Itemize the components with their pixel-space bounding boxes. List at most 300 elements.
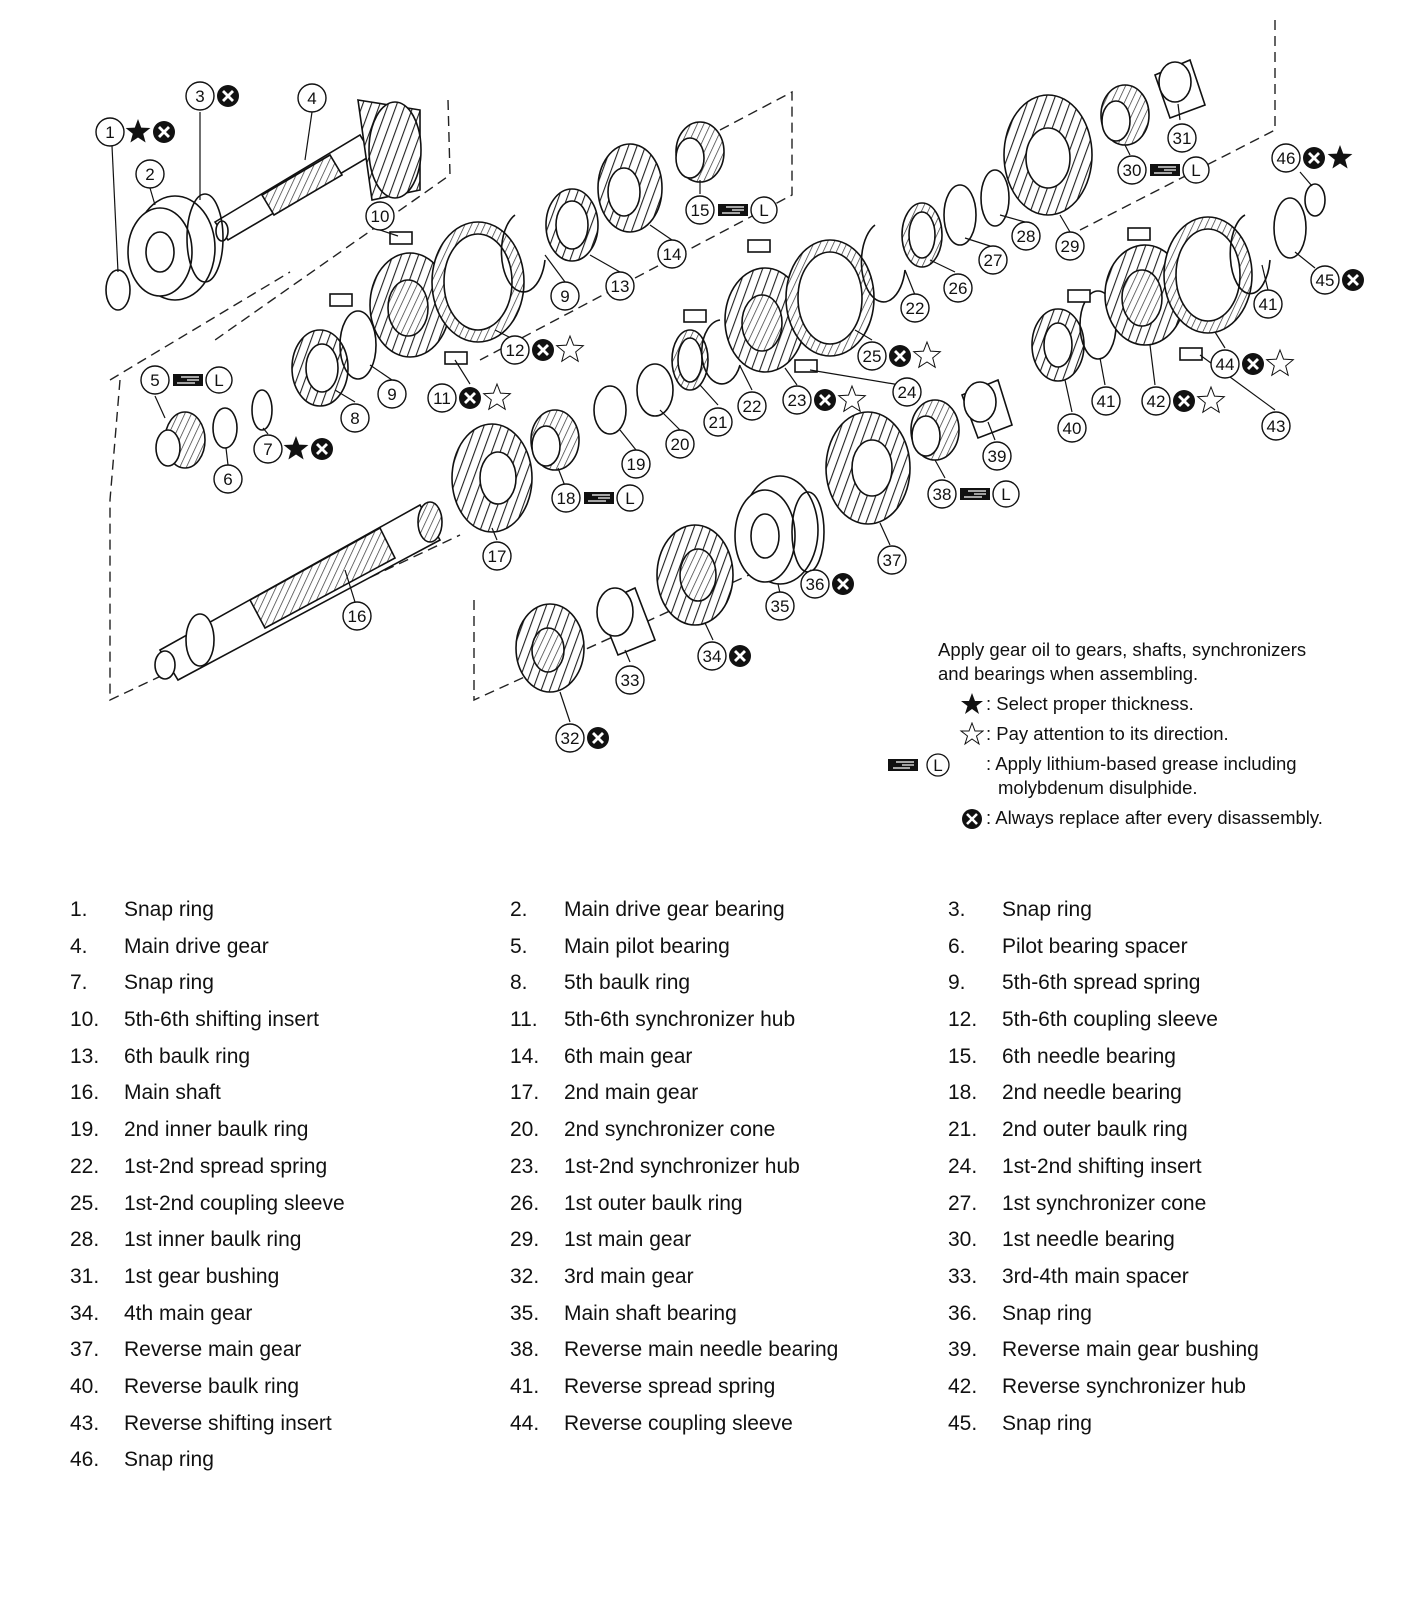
- part-name: 1st gear bushing: [124, 1264, 280, 1288]
- part-number: 30.: [948, 1228, 978, 1252]
- part-item: [948, 1375, 1246, 1399]
- part-name: 3rd-4th main spacer: [1002, 1264, 1189, 1288]
- callout-number: 30: [1122, 161, 1142, 180]
- callout-number: 28: [1016, 227, 1036, 246]
- callout-number: 31: [1172, 129, 1192, 148]
- callout-30: [1118, 156, 1209, 184]
- grease-icon: [173, 367, 232, 393]
- callout-46: [1272, 144, 1352, 172]
- part-number: 17.: [510, 1081, 540, 1105]
- part-name: Main pilot bearing: [564, 934, 730, 958]
- callout-number: 42: [1146, 392, 1166, 411]
- replace-icon: [1242, 353, 1264, 375]
- callout-number: 6: [223, 470, 233, 489]
- replace-icon: [217, 85, 239, 107]
- callout-5: [141, 366, 232, 394]
- part-item: [70, 1228, 301, 1252]
- part-number: 26.: [510, 1191, 540, 1215]
- callout-number: 41: [1096, 392, 1116, 411]
- part-item: [510, 1008, 795, 1032]
- part-number: 36.: [948, 1301, 978, 1325]
- callout-number: 19: [626, 455, 646, 474]
- part-number: 22.: [70, 1154, 100, 1178]
- callout-number: 11: [433, 389, 451, 408]
- callout-45: [1311, 266, 1364, 294]
- callout-number: 38: [932, 485, 952, 504]
- first-main-gear-group: [1004, 95, 1092, 215]
- legend-grease-text-line1: : Apply lithium-based grease including: [986, 753, 1297, 774]
- callout-number: 18: [556, 489, 576, 508]
- part-number: 43.: [70, 1411, 100, 1435]
- parts-row: [70, 1375, 1390, 1412]
- part-item: [948, 1192, 1206, 1216]
- part-number: 33.: [948, 1264, 978, 1288]
- part-item: [948, 1228, 1175, 1252]
- callout-number: 5: [150, 371, 160, 390]
- legend-row-replace: [888, 806, 1358, 830]
- part-name: 1st main gear: [564, 1228, 692, 1252]
- fifth-baulk-ring-group: [292, 311, 376, 406]
- svg-text:L: L: [1191, 161, 1201, 180]
- callout-number: 10: [370, 207, 390, 226]
- callout-number: 46: [1276, 149, 1296, 168]
- replace-icon: [532, 339, 554, 361]
- callout-number: 17: [487, 547, 507, 566]
- part-item: [510, 1412, 793, 1436]
- part-item: [70, 935, 269, 959]
- part-number: 11.: [510, 1008, 538, 1032]
- callout-number: 44: [1215, 355, 1235, 374]
- part-number: 8.: [510, 971, 528, 995]
- callout-36: [801, 570, 854, 598]
- callout-number: 20: [670, 435, 690, 454]
- outline-star-icon: [839, 386, 866, 411]
- part-item: [70, 1265, 279, 1289]
- svg-text:L: L: [933, 756, 943, 775]
- callout-10: [366, 202, 394, 230]
- replace-icon: [459, 387, 481, 409]
- callout-number: 15: [690, 201, 710, 220]
- part-number: 45.: [948, 1411, 978, 1435]
- callout-17: [483, 542, 511, 570]
- part-item: [70, 1155, 327, 1179]
- part-name: Main drive gear: [124, 934, 269, 958]
- part-name: 3rd main gear: [564, 1264, 694, 1288]
- part-item: [70, 1045, 250, 1069]
- callout-number: 32: [560, 729, 580, 748]
- part-number: 19.: [70, 1118, 100, 1142]
- diagram-legend: [888, 638, 1358, 830]
- pilot-bearing-group: [156, 390, 272, 468]
- part-number: 40.: [70, 1374, 100, 1398]
- outline-star-icon: [484, 384, 511, 409]
- part-name: 1st synchronizer cone: [1002, 1191, 1207, 1215]
- legend-row-outline-star: [888, 722, 1358, 746]
- part-name: Reverse main gear: [124, 1338, 302, 1362]
- outline-star-icon: [1198, 387, 1225, 412]
- part-item: [70, 1302, 252, 1326]
- part-number: 31.: [70, 1264, 100, 1288]
- callout-number: 34: [702, 647, 722, 666]
- parts-row: [70, 1228, 1390, 1265]
- part-name: 5th-6th coupling sleeve: [1002, 1008, 1218, 1032]
- parts-row: [70, 1081, 1390, 1118]
- second-needle-bearing-group: [531, 410, 579, 470]
- parts-row: [70, 1045, 1390, 1082]
- part-number: 35.: [510, 1301, 540, 1325]
- svg-text:L: L: [214, 371, 224, 390]
- part-name: 1st inner baulk ring: [124, 1228, 302, 1252]
- part-number: 29.: [510, 1228, 540, 1252]
- outline-star-icon: [888, 722, 984, 748]
- callout-6: [214, 465, 242, 493]
- part-item: [70, 1081, 221, 1105]
- first-gear-bushing-part: [1155, 60, 1205, 118]
- part-name: Reverse spread spring: [564, 1374, 776, 1398]
- part-name: Pilot bearing spacer: [1002, 934, 1188, 958]
- part-item: [510, 1118, 775, 1142]
- part-name: 5th baulk ring: [564, 971, 691, 995]
- part-number: 15.: [948, 1044, 978, 1068]
- replace-icon: [889, 345, 911, 367]
- part-number: 37.: [70, 1338, 100, 1362]
- callout-number: 8: [350, 409, 360, 428]
- callout-22: [901, 294, 929, 322]
- callout-20: [666, 430, 694, 458]
- callout-19: [622, 450, 650, 478]
- callout-35: [766, 592, 794, 620]
- part-item: [70, 1192, 345, 1216]
- part-item: [948, 1045, 1176, 1069]
- replace-icon: [153, 121, 175, 143]
- part-name: Reverse main gear bushing: [1002, 1338, 1259, 1362]
- part-item: [70, 971, 214, 995]
- part-number: 16.: [70, 1081, 100, 1105]
- parts-row: [70, 898, 1390, 935]
- part-item: [948, 1412, 1092, 1436]
- part-name: 6th main gear: [564, 1044, 693, 1068]
- callout-14: [658, 240, 686, 268]
- parts-row: [70, 1008, 1390, 1045]
- callout-11: [428, 384, 510, 412]
- part-item: [70, 1412, 332, 1436]
- part-item: [510, 1338, 838, 1362]
- replace-icon: [1173, 390, 1195, 412]
- replace-icon: [832, 573, 854, 595]
- part-item: [510, 1375, 775, 1399]
- callout-number: 13: [610, 277, 630, 296]
- callout-23: [783, 386, 865, 414]
- legend-grease-text-line2: molybdenum disulphide.: [998, 777, 1198, 798]
- callout-16: [343, 602, 371, 630]
- callout-number: 1: [105, 123, 115, 142]
- callout-number: 45: [1315, 271, 1335, 290]
- part-name: 1st outer baulk ring: [564, 1191, 743, 1215]
- part-number: 7.: [70, 971, 88, 995]
- part-name: Snap ring: [124, 971, 214, 995]
- part-number: 39.: [948, 1338, 978, 1362]
- part-name: 2nd needle bearing: [1002, 1081, 1182, 1105]
- callout-42: [1142, 387, 1224, 415]
- part-number: 2.: [510, 898, 528, 921]
- callout-number: 7: [263, 440, 273, 459]
- filled-star-icon: [1328, 145, 1353, 169]
- part-item: [510, 935, 730, 959]
- part-number: 34.: [70, 1301, 100, 1325]
- part-name: Snap ring: [1002, 898, 1092, 921]
- grease-icon: [718, 197, 777, 223]
- part-item: [948, 935, 1188, 959]
- callout-3: [186, 82, 239, 110]
- part-item: [510, 1265, 694, 1289]
- callout-number: 9: [560, 287, 570, 306]
- parts-row: [70, 935, 1390, 972]
- callout-22: [738, 392, 766, 420]
- callout-9: [378, 380, 406, 408]
- part-item: [510, 971, 690, 995]
- callout-9: [551, 282, 579, 310]
- legend-row-grease: [888, 752, 1358, 800]
- legend-note-line1: Apply gear oil to gears, shafts, synchronizers: [938, 639, 1307, 660]
- replace-icon: [1303, 147, 1325, 169]
- replace-icon: [311, 438, 333, 460]
- part-item: [948, 1118, 1188, 1142]
- parts-list: [70, 898, 1390, 1485]
- callout-number: 23: [787, 391, 807, 410]
- svg-text:L: L: [1001, 485, 1011, 504]
- part-item: [70, 1375, 299, 1399]
- callout-number: 2: [145, 165, 155, 184]
- callout-44: [1211, 350, 1293, 378]
- filled-star-icon: [126, 119, 151, 143]
- callout-number: 3: [195, 87, 205, 106]
- part-name: Main drive gear bearing: [564, 898, 785, 921]
- callout-13: [606, 272, 634, 300]
- callout-number: 29: [1060, 237, 1080, 256]
- part-item: [948, 1081, 1182, 1105]
- snap-ring-1-part: [106, 270, 130, 310]
- legend-note-line2: and bearings when assembling.: [938, 663, 1199, 684]
- svg-text:L: L: [759, 201, 769, 220]
- part-number: 44.: [510, 1411, 540, 1435]
- callout-number: 37: [882, 551, 902, 570]
- part-number: 42.: [948, 1374, 978, 1398]
- part-number: 20.: [510, 1118, 540, 1142]
- callout-32: [556, 724, 609, 752]
- part-name: Reverse baulk ring: [124, 1374, 300, 1398]
- part-name: 5th-6th synchronizer hub: [564, 1008, 796, 1032]
- main-shaft-part: [155, 502, 442, 680]
- part-item: [510, 1045, 692, 1069]
- part-name: 1st-2nd coupling sleeve: [124, 1191, 345, 1215]
- sixth-baulk-ring-group: [546, 189, 598, 261]
- callout-7: [254, 435, 333, 463]
- part-item: [510, 1081, 698, 1105]
- part-number: 12.: [948, 1008, 978, 1032]
- callout-number: 25: [862, 347, 882, 366]
- main-drive-gear-bearing-part: [128, 196, 215, 300]
- parts-row: [70, 1192, 1390, 1229]
- part-name: Snap ring: [124, 1448, 214, 1472]
- replace-icon: [729, 645, 751, 667]
- legend-row-star: [888, 692, 1358, 716]
- part-item: [948, 1265, 1189, 1289]
- part-number: 38.: [510, 1338, 540, 1362]
- part-item: [70, 1338, 301, 1362]
- part-name: 1st needle bearing: [1002, 1228, 1175, 1252]
- callout-33: [616, 666, 644, 694]
- callout-41: [1092, 387, 1120, 415]
- parts-row: [70, 1118, 1390, 1155]
- grease-icon: [960, 481, 1019, 507]
- part-number: 32.: [510, 1264, 540, 1288]
- fifth-sixth-sleeve-group: [432, 222, 524, 342]
- part-number: 14.: [510, 1044, 540, 1068]
- main-shaft-bearing-group: [735, 476, 824, 584]
- callout-43: [1262, 412, 1290, 440]
- callout-number: 16: [347, 607, 367, 626]
- callout-18: [552, 484, 643, 512]
- part-number: 28.: [70, 1228, 100, 1252]
- part-number: 21.: [948, 1118, 978, 1142]
- part-item: [70, 1448, 214, 1472]
- part-name: 2nd synchronizer cone: [564, 1118, 776, 1142]
- callout-number: 24: [897, 383, 917, 402]
- part-number: 4.: [70, 934, 88, 958]
- part-item: [70, 898, 214, 922]
- callout-number: 41: [1258, 295, 1278, 314]
- parts-row: [70, 1338, 1390, 1375]
- part-name: Snap ring: [124, 898, 214, 921]
- callout-number: 43: [1266, 417, 1286, 436]
- svg-text:L: L: [625, 489, 635, 508]
- callout-25: [858, 342, 940, 370]
- part-number: 24.: [948, 1154, 978, 1178]
- part-item: [948, 1338, 1259, 1362]
- part-item: [70, 1118, 308, 1142]
- part-number: 18.: [948, 1081, 978, 1105]
- part-number: 1.: [70, 898, 88, 921]
- callout-number: 26: [948, 279, 968, 298]
- callout-number: 9: [387, 385, 397, 404]
- part-item: [70, 1008, 319, 1032]
- callout-number: 27: [983, 251, 1003, 270]
- part-number: 13.: [70, 1044, 100, 1068]
- callout-number: 35: [770, 597, 790, 616]
- callout-number: 4: [307, 89, 317, 108]
- callout-number: 14: [662, 245, 682, 264]
- part-name: 1st-2nd shifting insert: [1002, 1154, 1202, 1178]
- part-item: [948, 1155, 1202, 1179]
- part-item: [510, 1192, 743, 1216]
- callout-number: 22: [742, 397, 762, 416]
- part-name: Main shaft: [124, 1081, 221, 1105]
- part-name: Main shaft bearing: [564, 1301, 737, 1325]
- part-name: 1st-2nd spread spring: [124, 1154, 328, 1178]
- part-name: Reverse synchronizer hub: [1002, 1374, 1246, 1398]
- callout-40: [1058, 414, 1086, 442]
- part-number: 6.: [948, 934, 966, 958]
- part-item: [510, 898, 785, 922]
- callout-27: [979, 246, 1007, 274]
- legend-replace-text: : Always replace after every disassembly.: [986, 807, 1323, 828]
- callout-number: 40: [1062, 419, 1082, 438]
- outline-star-icon: [914, 342, 941, 367]
- part-name: Reverse coupling sleeve: [564, 1411, 793, 1435]
- part-name: 5th-6th shifting insert: [124, 1008, 319, 1032]
- filled-star-icon: [284, 436, 309, 460]
- callout-26: [944, 274, 972, 302]
- parts-row: [70, 1412, 1390, 1449]
- callout-number: 33: [620, 671, 640, 690]
- callout-number: 39: [987, 447, 1007, 466]
- callout-number: 21: [708, 413, 728, 432]
- part-number: 41.: [510, 1374, 540, 1398]
- parts-row: [70, 1265, 1390, 1302]
- part-name: 5th-6th spread spring: [1002, 971, 1201, 995]
- grease-icon: [888, 752, 984, 778]
- part-item: [948, 1008, 1218, 1032]
- callout-37: [878, 546, 906, 574]
- filled-star-icon: [888, 692, 984, 718]
- part-name: Snap ring: [1002, 1411, 1092, 1435]
- part-name: 2nd outer baulk ring: [1002, 1118, 1188, 1142]
- replace-icon: [888, 806, 984, 832]
- legend-star-text: : Select proper thickness.: [986, 693, 1194, 714]
- part-number: 9.: [948, 971, 966, 995]
- part-item: [948, 1302, 1092, 1326]
- grease-icon: [584, 485, 643, 511]
- part-number: 46.: [70, 1448, 100, 1472]
- part-item: [510, 1155, 800, 1179]
- callout-21: [704, 408, 732, 436]
- part-name: 4th main gear: [124, 1301, 253, 1325]
- part-name: Reverse main needle bearing: [564, 1338, 839, 1362]
- part-item: [510, 1302, 737, 1326]
- part-name: Reverse shifting insert: [124, 1411, 332, 1435]
- callout-15: [686, 196, 777, 224]
- callout-28: [1012, 222, 1040, 250]
- callout-34: [698, 642, 751, 670]
- part-number: 23.: [510, 1154, 540, 1178]
- callout-number: 22: [905, 299, 925, 318]
- callout-24: [893, 378, 921, 406]
- parts-row: [70, 1302, 1390, 1339]
- callout-38: [928, 480, 1019, 508]
- part-name: 6th baulk ring: [124, 1044, 251, 1068]
- part-number: 3.: [948, 898, 966, 921]
- callout-4: [298, 84, 326, 112]
- callout-12: [501, 336, 583, 364]
- part-name: 1st-2nd synchronizer hub: [564, 1154, 800, 1178]
- replace-icon: [587, 727, 609, 749]
- sixth-needle-bearing-group: [676, 122, 724, 182]
- replace-icon: [1342, 269, 1364, 291]
- sixth-main-gear-group: [598, 144, 662, 232]
- part-number: 27.: [948, 1191, 978, 1215]
- parts-row: [70, 1155, 1390, 1192]
- part-item: [948, 898, 1092, 922]
- outline-star-icon: [1267, 350, 1294, 375]
- outline-star-icon: [557, 336, 584, 361]
- parts-row: [70, 1448, 1390, 1485]
- part-number: 25.: [70, 1191, 100, 1215]
- part-item: [510, 1228, 691, 1252]
- part-name: 6th needle bearing: [1002, 1044, 1176, 1068]
- callout-number: 36: [805, 575, 825, 594]
- part-number: 5.: [510, 934, 528, 958]
- replace-icon: [814, 389, 836, 411]
